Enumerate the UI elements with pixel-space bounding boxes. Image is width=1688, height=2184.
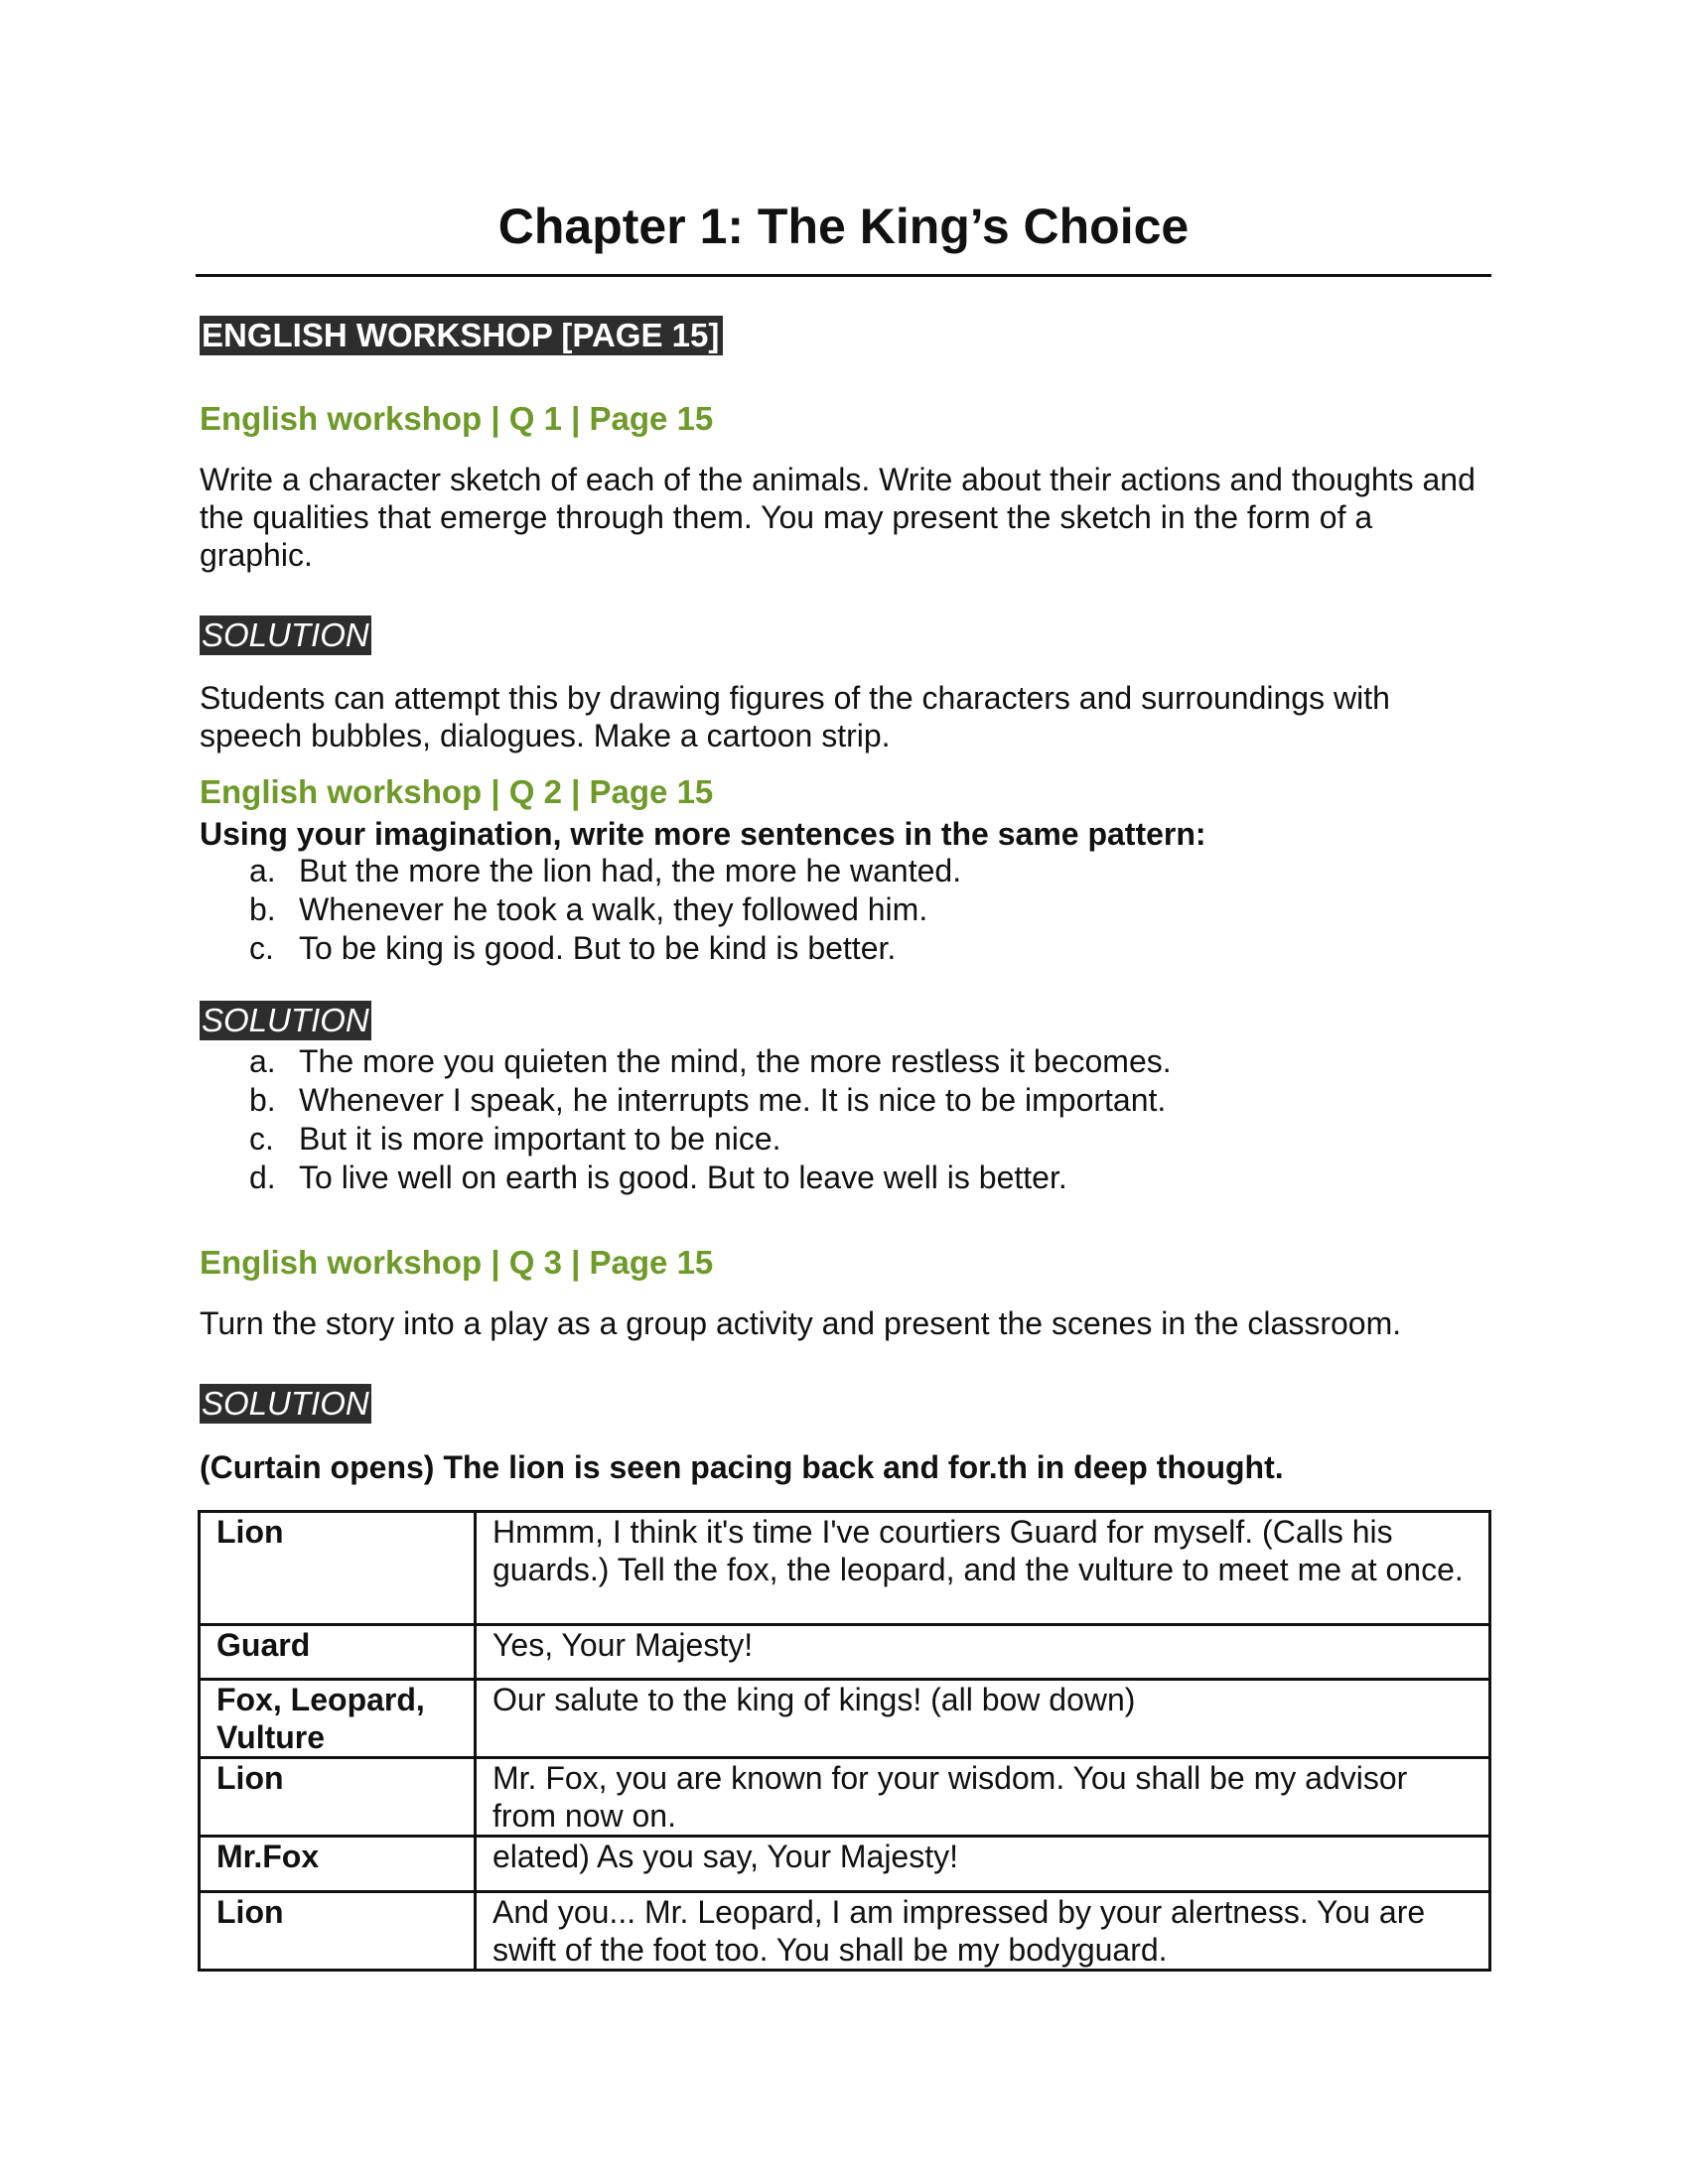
q3-solution-tag: SOLUTION bbox=[202, 1385, 369, 1422]
q3-solution-tag-row bbox=[200, 1384, 1490, 1424]
table-row bbox=[200, 1625, 1490, 1680]
title-divider bbox=[196, 274, 1491, 277]
list-item bbox=[249, 890, 1490, 929]
q2-question-row bbox=[200, 814, 1490, 854]
dialogue-cell: Our salute to the king of kings! (all bow down) bbox=[476, 1680, 1490, 1758]
q3-stage-direction-row bbox=[200, 1447, 1490, 1487]
list-marker: a. bbox=[249, 853, 276, 888]
q1-solution: Students can attempt this by drawing figures of the characters and surroundings with speech bubbles, dialogues. Make a cartoon strip. bbox=[200, 680, 1390, 753]
q2-list-row bbox=[200, 852, 1490, 968]
speaker-cell: Lion bbox=[200, 1512, 476, 1625]
q2-solution-tag-row bbox=[200, 1001, 1490, 1040]
workshop-banner: ENGLISH WORKSHOP [PAGE 15] bbox=[200, 316, 723, 355]
q2-solution-tag: SOLUTION bbox=[202, 1002, 369, 1038]
q2-heading: English workshop | Q 2 | Page 15 bbox=[200, 773, 714, 810]
q3-heading: English workshop | Q 3 | Page 15 bbox=[200, 1244, 714, 1281]
dialogue-cell: And you... Mr. Leopard, I am impressed by your alertness. You are swift of the foot too. You shall be my bodyguard. bbox=[476, 1892, 1490, 1971]
stage-direction: (Curtain opens) The lion is seen pacing back and for.th in deep thought. bbox=[200, 1449, 1284, 1485]
dialogue-cell: Hmmm, I think it's time I've courtiers Guard for myself. (Calls his guards.) Tell the fox, the leopard, and the vulture to meet me at once. bbox=[476, 1512, 1490, 1625]
dialogue-cell: Mr. Fox, you are known for your wisdom. You shall be my advisor from now on. bbox=[476, 1758, 1490, 1837]
list-marker: b. bbox=[249, 891, 276, 927]
list-marker: c. bbox=[249, 1121, 274, 1157]
list-item-text: To be king is good. But to be kind is better. bbox=[299, 930, 897, 966]
q3-question-row bbox=[200, 1304, 1490, 1342]
list-item bbox=[249, 1159, 1490, 1197]
list-marker: a. bbox=[249, 1043, 276, 1079]
speaker-cell: Fox, Leopard, Vulture bbox=[200, 1680, 476, 1758]
q1-solution-tag: SOLUTION bbox=[202, 616, 369, 653]
dialogue-cell: Yes, Your Majesty! bbox=[476, 1625, 1490, 1680]
speaker-cell: Mr.Fox bbox=[200, 1837, 476, 1892]
dialogue-cell: elated) As you say, Your Majesty! bbox=[476, 1837, 1490, 1892]
q2-sentence-list bbox=[200, 852, 1490, 968]
speaker-cell: Lion bbox=[200, 1892, 476, 1971]
q3-heading-row bbox=[200, 1243, 1490, 1283]
list-item bbox=[249, 929, 1490, 968]
q2-question: Using your imagination, write more sentences in the same pattern: bbox=[200, 816, 1206, 852]
q1-question-row bbox=[200, 461, 1490, 574]
chapter-title: Chapter 1: The King’s Choice bbox=[497, 199, 1190, 254]
list-item-text: To live well on earth is good. But to leave well is better. bbox=[299, 1160, 1067, 1195]
list-item bbox=[249, 1081, 1490, 1120]
list-item bbox=[249, 852, 1490, 890]
q1-heading-row bbox=[200, 399, 1490, 439]
list-marker: c. bbox=[249, 930, 274, 966]
table-row bbox=[200, 1512, 1490, 1625]
list-item bbox=[249, 1042, 1490, 1081]
list-item-text: The more you quieten the mind, the more restless it becomes. bbox=[299, 1043, 1172, 1079]
q2-solution-list bbox=[200, 1042, 1490, 1197]
speaker-cell: Guard bbox=[200, 1625, 476, 1680]
list-marker: d. bbox=[249, 1160, 276, 1195]
list-marker: b. bbox=[249, 1082, 276, 1118]
q3-question: Turn the story into a play as a group activity and present the scenes in the classroom. bbox=[200, 1305, 1402, 1341]
q1-solution-row bbox=[200, 679, 1490, 754]
q2-solution-list-row bbox=[200, 1042, 1490, 1197]
q1-heading: English workshop | Q 1 | Page 15 bbox=[200, 400, 714, 437]
list-item-text: But it is more important to be nice. bbox=[299, 1121, 781, 1157]
list-item bbox=[249, 1120, 1490, 1159]
table-row bbox=[200, 1837, 1490, 1892]
list-item-text: But the more the lion had, the more he wanted. bbox=[299, 853, 962, 888]
table-row bbox=[200, 1892, 1490, 1971]
play-script-table bbox=[198, 1510, 1491, 1972]
q1-question: Write a character sketch of each of the animals. Write about their actions and thoughts and the qualities that emerge through them. You may present the sketch in the form of a graphic. bbox=[200, 462, 1476, 573]
table-row bbox=[200, 1680, 1490, 1758]
table-row bbox=[200, 1758, 1490, 1837]
list-item-text: Whenever I speak, he interrupts me. It is nice to be important. bbox=[299, 1082, 1167, 1118]
q1-solution-tag-row bbox=[200, 615, 1490, 655]
q2-heading-row bbox=[200, 772, 1490, 812]
speaker-cell: Lion bbox=[200, 1758, 476, 1837]
list-item-text: Whenever he took a walk, they followed him. bbox=[299, 891, 928, 927]
workshop-banner-row bbox=[200, 316, 1490, 355]
